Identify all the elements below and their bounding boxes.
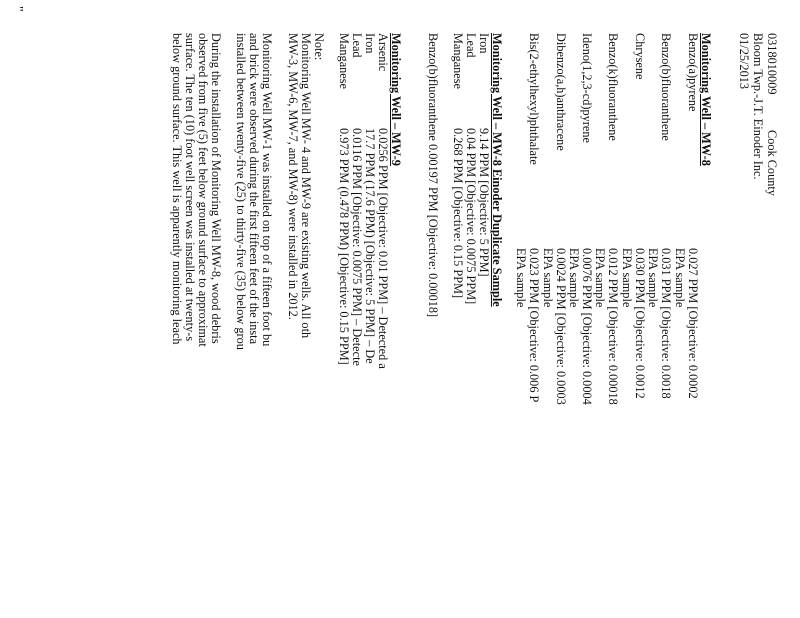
paragraph-line: surface. The ten (10) foot well screen was installed at twenty-s	[183, 33, 197, 342]
mw8-note: EPA sample	[567, 248, 581, 308]
mw8-note: EPA sample	[646, 248, 660, 308]
mw8-note: EPA sample	[541, 248, 555, 308]
mw9-value: 17.7 PPM (17.6 PPM) [Objective: 5 PPM] – De	[363, 128, 377, 364]
report-date: 01/25/2013	[737, 33, 751, 90]
mw9-value: 0.0256 PPM [Objective: 0.01 PPM] – Detected a	[376, 128, 390, 369]
mw8-value: 0.0024 PPM [Objective: 0.0003	[554, 248, 568, 405]
mw9-compound: Iron	[363, 33, 377, 54]
note-line: Monitoring Well MW- 4 and MW-9 are existing wells. All oth	[299, 33, 313, 339]
paragraph-line: observed from five (5) feet below ground surface to approximat	[196, 33, 210, 347]
mw8-compound: Benzo(k)fluoranthene	[606, 33, 620, 141]
note-line: MW-3, MW-6, MW-7, and MW-8) were installed in 2012.	[286, 33, 300, 320]
mw9-value: 0.973 PPM (0.478 PPM) [Objective: 0.15 PPM]	[337, 128, 351, 365]
dup-extra-result: Benzo(b)fluoranthene 0.00197 PPM [Objective: 0.00018]	[426, 33, 440, 318]
mw8-value: 0.023 PPM [Objective: 0.006 P	[527, 248, 541, 403]
dup-value: 0.04 PPM [Objective: 0.0075 PPM]	[464, 128, 478, 305]
mw9-compound: Arsenic	[376, 33, 390, 72]
mw9-heading: Monitoring Well – MW-9	[389, 33, 403, 166]
paragraph-line: below ground surface. This well is apparently monitoring leach	[170, 33, 184, 345]
mw8-note: EPA sample	[593, 248, 607, 308]
dup-compound: Iron	[477, 33, 491, 54]
paragraph-line: Monitoring Well MW-1 was installed on top of a fifteen foot bu	[260, 33, 274, 347]
dup-value: 0.268 PPM [Objective: 0.15 PPM]	[451, 128, 465, 299]
dup-compound: Lead	[464, 33, 478, 58]
mw8-note: EPA sample	[620, 248, 634, 308]
mw8-value: 0.030 PPM [Objective: 0.0012	[633, 248, 647, 399]
mw8-compound: Benzo(b)fluoranthene	[659, 33, 673, 141]
paragraph-line: and brick were observed during the first fifteen feet of the insta	[247, 33, 261, 345]
mw9-compound: Manganese	[337, 33, 351, 89]
mw8-compound: Ideno(1,2,3-cd)pyrene	[580, 33, 594, 143]
mw8-compound: Benzo(a)pyrene	[686, 33, 700, 112]
duplicate-heading: Monitoring Well – MW-8 Einoder Duplicate Sample	[490, 33, 504, 307]
site-name: Bloom Twp.-J.T. Einoder Inc.	[751, 33, 765, 180]
dup-value: 9.14 PPM [Objective: 5 PPM]	[477, 128, 491, 277]
note-label: Note:	[312, 33, 326, 61]
dup-compound: Manganese	[451, 33, 465, 89]
paragraph-line: During the installation of Monitoring Well MW-8, wood debris	[209, 33, 223, 344]
mw8-compound: Chrysene	[633, 33, 647, 80]
mw8-heading: Monitoring Well – MW-8	[699, 33, 713, 166]
mw8-value: 0.012 PPM [Objective: 0.00018	[606, 248, 620, 405]
mw9-compound: Lead	[350, 33, 364, 58]
mw8-note: EPA sample	[673, 248, 687, 308]
scan-margin-mark: "	[10, 6, 25, 12]
mw8-compound: Dibenzo(a,h)anthracene	[554, 33, 568, 151]
mw8-value: 0.027 PPM [Objective: 0.0002	[686, 248, 700, 399]
mw9-value: 0.0116 PPM [Objective: 0.0075 PPM] – Detecte	[350, 128, 364, 366]
county: Cook County	[765, 130, 779, 196]
mw8-note: EPA sample	[514, 248, 528, 308]
mw8-value: 0.031 PPM [Objective: 0.0018	[659, 248, 673, 399]
paragraph-line: installed between twenty-five (25) to thirty-five (35) below grou	[234, 33, 248, 350]
case-number: 0318010009	[765, 33, 779, 95]
mw8-compound: Bis(2-ethylhexyl)phthalate	[527, 33, 541, 165]
mw8-value: 0.0076 PPM [Objective: 0.0004	[580, 248, 594, 405]
